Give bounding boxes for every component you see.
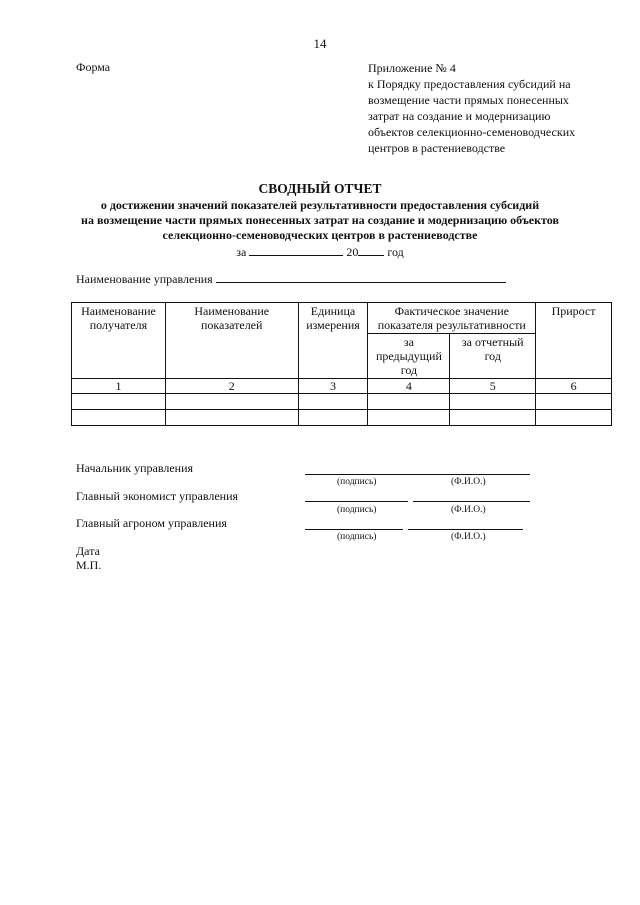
report-title: СВОДНЫЙ ОТЧЕТ [258,181,382,196]
signature-line[interactable] [305,529,403,530]
appendix-title: Приложение № 4 [368,61,456,75]
name-line[interactable] [413,501,530,502]
table-cell[interactable] [298,394,368,410]
header-growth: Прирост [536,303,612,379]
header-current-year: за отчетный год [450,334,536,379]
column-number: 4 [368,379,450,394]
appendix-line: к Порядку предоставления субсидий на [368,77,571,91]
period-suffix: год [387,245,404,259]
name-line[interactable] [408,529,523,530]
column-number: 6 [536,379,612,394]
signature-caption: (подпись) [337,532,377,542]
report-subtitle-line: селекционно-семеноводческих центров в растениеводстве [162,228,478,242]
table-cell[interactable] [450,410,536,426]
appendix-line: центров в растениеводстве [368,141,506,155]
appendix-line: затрат на создание и модернизацию [368,109,551,123]
stamp-label: М.П. [76,558,102,572]
column-number: 2 [165,379,298,394]
table-cell[interactable] [165,410,298,426]
signature-line[interactable] [305,474,530,475]
header-recipient: Наименование получателя [72,303,166,379]
report-period [0,243,640,260]
signature-role: Главный агроном управления [76,516,227,530]
header-indicators: Наименование показателей [165,303,298,379]
table-cell[interactable] [368,394,450,410]
column-number: 5 [450,379,536,394]
report-table [71,302,612,426]
report-subtitle-line: о достижении значений показателей результативности предоставления субсидий [100,198,540,212]
table-cell[interactable] [298,410,368,426]
table-cell[interactable] [536,394,612,410]
management-label: Наименование управления [76,272,213,286]
signature-role: Главный экономист управления [76,489,239,503]
table-cell[interactable] [368,410,450,426]
table-cell[interactable] [165,394,298,410]
appendix-line: возмещение части прямых понесенных [368,93,569,107]
header-actual-value: Фактическое значение показателя результативности [368,303,536,334]
signature-line[interactable] [305,501,408,502]
name-caption: (Ф.И.О.) [451,532,486,542]
signature-role: Начальник управления [76,461,194,475]
appendix-line: объектов селекционно-семеноводческих [368,125,576,139]
form-label: Форма [76,60,111,74]
report-subtitle-line: на возмещение части прямых понесенных затрат на создание и модернизацию объектов [81,213,559,227]
signature-caption: (подпись) [337,505,377,515]
period-blank [249,243,343,256]
page-number: 14 [313,36,327,51]
table-row [72,410,612,426]
period-year-prefix: 20 [346,245,359,259]
management-row [76,270,506,287]
table-cell[interactable] [450,394,536,410]
name-caption: (Ф.И.О.) [451,477,486,487]
column-number: 3 [298,379,368,394]
table-cell[interactable] [536,410,612,426]
appendix-block [368,60,575,156]
name-caption: (Ф.И.О.) [451,505,486,515]
management-blank [216,270,506,283]
column-numbers-row [72,379,612,394]
period-year-blank [358,243,384,256]
report-title-block [0,180,640,260]
header-unit: Единица измерения [298,303,368,379]
table-cell[interactable] [72,394,166,410]
header-previous-year: за предыдущий год [368,334,450,379]
table-row [72,394,612,410]
period-prefix: за [236,245,247,259]
table-cell[interactable] [72,410,166,426]
date-label: Дата [76,544,100,558]
column-number: 1 [72,379,166,394]
signature-caption: (подпись) [337,477,377,487]
